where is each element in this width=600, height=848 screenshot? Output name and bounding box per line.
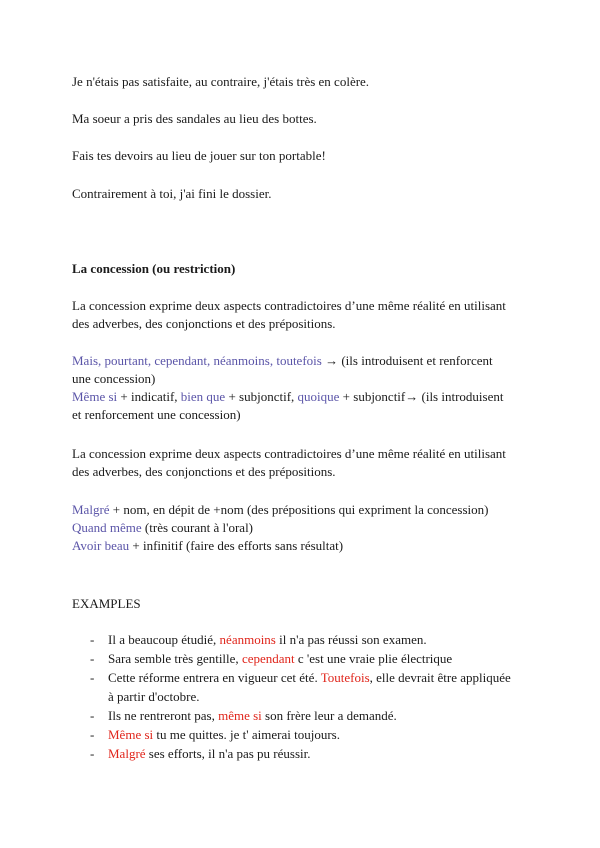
list-item: - Ils ne rentreront pas, même si son frère leur a demandé.	[90, 708, 397, 723]
list-item: - Il a beaucoup étudié, néanmoins il n'a pas réussi son examen.	[90, 632, 427, 647]
list-item: - Cette réforme entrera en vigueur cet été. Toutefois, elle devrait être appliquée à partir d'octobre.	[90, 670, 511, 704]
connector-line-adverbs: Mais, pourtant, cependant, néanmoins, toutefois → (ils introduisent et renforcent une concession)	[72, 353, 493, 386]
connector-group-1	[72, 352, 512, 424]
adverb-list: Mais, pourtant, cependant, néanmoins, toutefois	[72, 353, 322, 368]
sentence-1: Je n'étais pas satisfaite, au contraire, j'étais très en colère.	[72, 74, 370, 89]
list-item: - Malgré ses efforts, il n'a pas pu réussir.	[90, 746, 311, 761]
examples-title: EXAMPLES	[72, 596, 141, 611]
sentence-2: Ma soeur a pris des sandales au lieu des bottes.	[72, 111, 317, 126]
connector-group-2	[72, 501, 512, 555]
intro-paragraph-1: La concession exprime deux aspects contradictoires d’une même réalité en utilisant des adverbes, des conjonctions et des prépositions.	[72, 298, 506, 331]
intro-paragraph-2: La concession exprime deux aspects contradictoires d’une même réalité en utilisant des adverbes, des conjonctions et des prépositions.	[72, 446, 506, 479]
section-heading: La concession (ou restriction)	[72, 261, 236, 276]
sentence-4: Contrairement à toi, j'ai fini le dossier.	[72, 186, 272, 201]
sentence-3: Fais tes devoirs au lieu de jouer sur ton portable!	[72, 148, 326, 163]
preposition-line-malgre: Malgré + nom, en dépit de +nom (des prépositions qui expriment la concession)	[72, 502, 489, 517]
connector-line-conjunctions: Même si + indicatif, bien que + subjonctif, quoique + subjonctif→ (ils introduisent et renforcement une concession)	[72, 389, 504, 422]
preposition-line-quand-meme: Quand même (très courant à l'oral)	[72, 520, 254, 535]
examples-list	[92, 630, 512, 763]
list-item: - Sara semble très gentille, cependant c 'est une vraie plie électrique	[90, 651, 453, 666]
preposition-line-avoir-beau: Avoir beau + infinitif (faire des efforts sans résultat)	[72, 538, 344, 553]
list-item: - Même si tu me quittes. je t' aimerai toujours.	[90, 727, 340, 742]
